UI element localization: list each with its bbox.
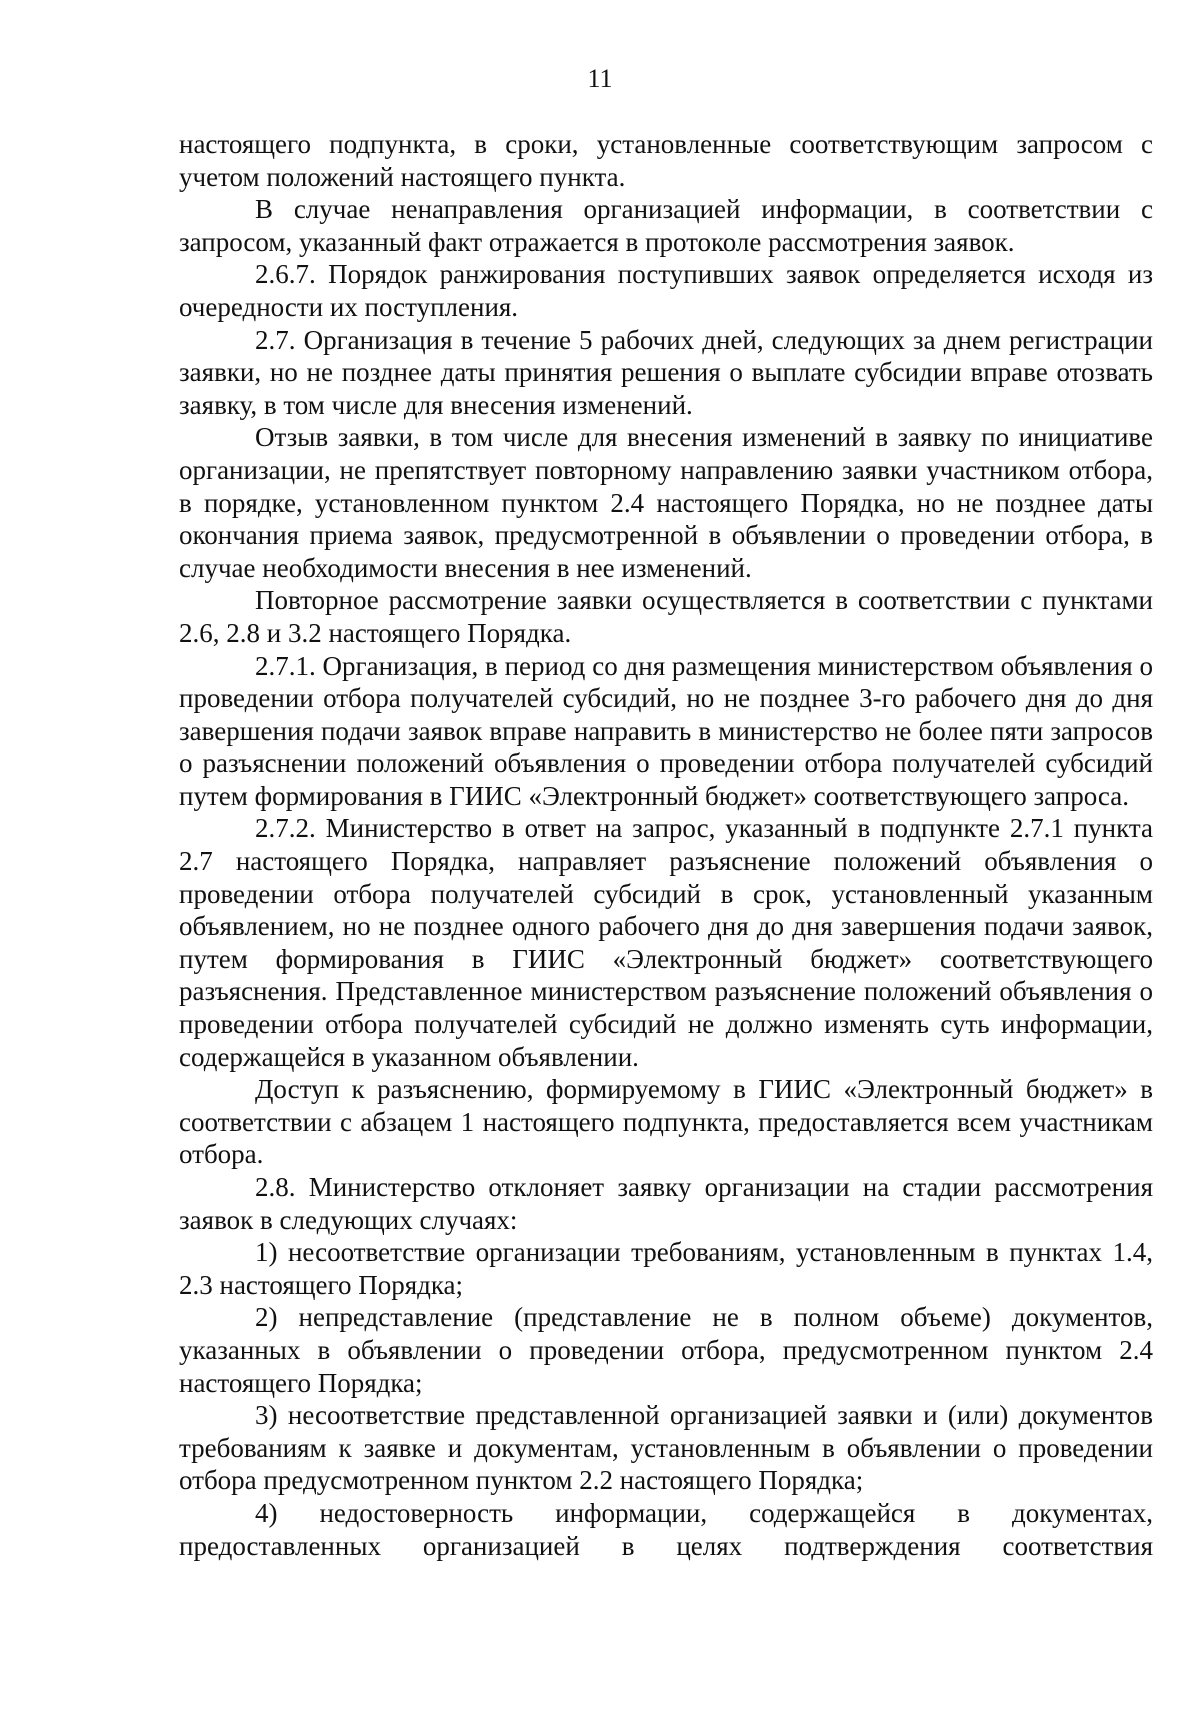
list-item-4: 4) недостоверность информации, содержащейся в документах, предоставленных организацией в целях подтверждения соответствия — [179, 1497, 1153, 1561]
list-item-1: 1) несоответствие организации требованиям, установленным в пунктах 1.4, 2.3 настоящего Порядка; — [179, 1237, 1153, 1300]
paragraph-2-8: 2.8. Министерство отклоняет заявку организации на стадии рассмотрения заявок в следующих случаях: — [179, 1172, 1153, 1235]
paragraph-non-submission: В случае ненаправления организацией информации, в соответствии с запросом, указанный факт отражается в протоколе рассмотрения заявок. — [179, 194, 1153, 257]
paragraph-2-7: 2.7. Организация в течение 5 рабочих дней, следующих за днем регистрации заявки, но не позднее даты принятия решения о выплате субсидии вправе отозвать заявку, в том числе для внесения изменений. — [179, 324, 1153, 420]
list-item-3: 3) несоответствие представленной организацией заявки и (или) документов требованиям к заявке и документам, установленным в объявлении о проведении отбора предусмотренном пунктом 2.2 настоящего Порядка; — [179, 1400, 1153, 1496]
paragraph-repeat-review: Повторное рассмотрение заявки осуществляется в соответствии с пунктами 2.6, 2.8 и 3.2 настоящего Порядка. — [179, 585, 1153, 648]
paragraph-2-7-1: 2.7.1. Организация, в период со дня размещения министерством объявления о проведении отбора получателей субсидий, но не позднее 3-го рабочего дня до дня завершения подачи заявок вправе направить в министерство не более пяти запросов о разъяснении положений объявления о проведении отбора получателей субсидий путем формирования в ГИИС «Электронный бюджет» соответствующего запроса. — [179, 650, 1153, 811]
paragraph-access: Доступ к разъяснению, формируемому в ГИИС «Электронный бюджет» в соответствии с абзацем 1 настоящего подпункта, предоставляется всем участникам отбора. — [179, 1074, 1153, 1170]
document-body — [179, 128, 1153, 1562]
paragraph-continuation: настоящего подпункта, в сроки, установленные соответствующим запросом с учетом положений настоящего пункта. — [179, 129, 1153, 192]
paragraph-withdrawal: Отзыв заявки, в том числе для внесения изменений в заявку по инициативе организации, не препятствует повторному направлению заявки участником отбора, в порядке, установленном пунктом 2.4 настоящего Порядка, но не позднее даты окончания приема заявок, предусмотренной в объявлении о проведении отбора, в случае необходимости внесения в нее изменений. — [179, 422, 1153, 583]
list-item-2: 2) непредставление (представление не в полном объеме) документов, указанных в объявлении о проведении отбора, предусмотренном пунктом 2.4 настоящего Порядка; — [179, 1302, 1153, 1398]
paragraph-2-6-7: 2.6.7. Порядок ранжирования поступивших заявок определяется исходя из очередности их поступления. — [179, 259, 1153, 322]
page-number: 11 — [587, 64, 613, 93]
paragraph-2-7-2: 2.7.2. Министерство в ответ на запрос, указанный в подпункте 2.7.1 пункта 2.7 настоящего Порядка, направляет разъяснение положений объявления о проведении отбора получателей субсидий в срок, установленный указанным объявлением, но не позднее одного рабочего дня до дня завершения подачи заявок, путем формирования в ГИИС «Электронный бюджет» соответствующего разъяснения. Представленное министерством разъяснение положений объявления о проведении отбора получателей субсидий не должно изменять суть информации, содержащейся в указанном объявлении. — [179, 813, 1153, 1072]
